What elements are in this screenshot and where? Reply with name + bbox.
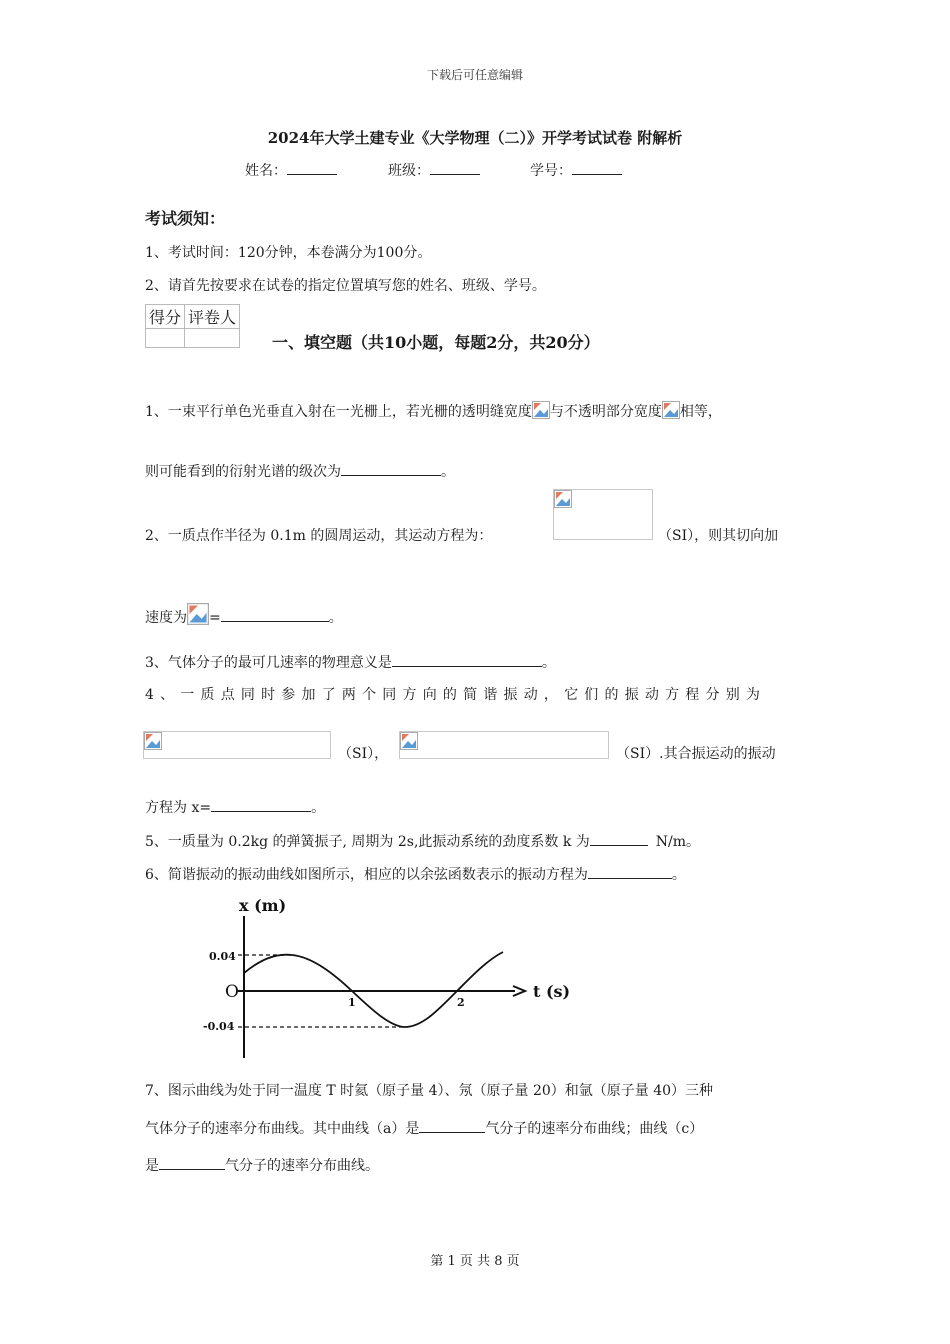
q1-text-d: 则可能看到的衍射光谱的级次为: [145, 464, 341, 480]
question-1-line2: [145, 460, 455, 481]
y-bottom-tick-label: -0.04: [203, 1020, 235, 1033]
question-7-line1: 7、图示曲线为处于同一温度 T 时氦（原子量 4）、氖（原子量 20）和氩（原子量 40）三种: [145, 1083, 714, 1099]
name-blank[interactable]: [287, 160, 337, 175]
question-6: [145, 863, 686, 884]
q5-answer-blank[interactable]: [590, 830, 648, 846]
score-header: 得分: [146, 305, 185, 329]
q1-answer-blank[interactable]: [341, 460, 441, 476]
q7-answer-blank-a[interactable]: [419, 1117, 485, 1133]
q7-text-b: 气体分子的速率分布曲线。其中曲线（a）是: [145, 1121, 420, 1137]
question-7-line3: [145, 1154, 379, 1175]
question-1-line1: [145, 401, 722, 421]
q5-text-b: N/m。: [655, 834, 701, 850]
question-2-line2: [145, 603, 343, 627]
q6-text-b: 。: [671, 867, 686, 883]
q7-text-c: 气分子的速率分布曲线；曲线（c）: [485, 1121, 704, 1137]
equation-image-box: [399, 731, 609, 759]
question-7-line2: [145, 1117, 703, 1138]
q3-text-a: 3、气体分子的最可几速率的物理意义是: [145, 655, 392, 671]
section1-title: 一、填空题（共10小题，每题2分，共20分）: [272, 333, 600, 352]
q6-answer-blank[interactable]: [588, 863, 672, 879]
grader-header: 评卷人: [185, 305, 240, 329]
q2-answer-blank[interactable]: [221, 606, 329, 622]
broken-image-icon: [532, 401, 550, 419]
broken-image-icon: [144, 732, 162, 750]
q2-text-d: =: [209, 610, 221, 626]
q1-text-b: 与不透明部分宽度: [549, 404, 662, 420]
q7-text-e: 气分子的速率分布曲线。: [225, 1158, 379, 1174]
id-label: 学号：: [530, 163, 572, 179]
id-blank[interactable]: [572, 160, 622, 175]
notice-heading: 考试须知：: [145, 209, 226, 228]
q2-text-e: 。: [328, 610, 343, 626]
score-cell[interactable]: [146, 329, 185, 348]
broken-image-icon: [554, 490, 572, 508]
y-top-tick-label: 0.04: [209, 950, 236, 963]
score-table: [145, 304, 240, 348]
vibration-curve-graph: [195, 890, 595, 1065]
grader-cell[interactable]: [185, 329, 240, 348]
q4-answer-blank[interactable]: [211, 796, 311, 812]
question-2-line1-b: （SI），则其切向加: [658, 528, 779, 544]
q7-answer-blank-c[interactable]: [159, 1154, 225, 1170]
q4-text-c: （SI）.其合振运动的振动: [616, 746, 776, 762]
equation-image-box: [553, 489, 653, 540]
question-4-line1: 4、一质点同时参加了两个同方向的简谐振动，它们的振动方程分别为: [145, 687, 767, 703]
vibration-curve: [244, 952, 503, 1027]
question-3: [145, 651, 556, 672]
name-field-row: [245, 160, 337, 180]
page-title: 2024年大学土建专业《大学物理（二）》开学考试试卷 附解析: [267, 129, 683, 147]
question-4-line3: [145, 796, 325, 817]
y-axis-label: x (m): [239, 896, 287, 915]
question-5: [145, 830, 700, 851]
q3-text-b: 。: [541, 655, 556, 671]
broken-image-icon: [187, 603, 209, 625]
q6-text-a: 6、简谐振动的振动曲线如图所示，相应的以余弦函数表示的振动方程为: [145, 867, 588, 883]
q7-text-d: 是: [145, 1158, 159, 1174]
broken-image-icon: [400, 732, 418, 750]
class-blank[interactable]: [430, 160, 480, 175]
class-field-row: [388, 160, 480, 180]
equation-image-box: [143, 731, 331, 759]
q1-text-e: 。: [441, 464, 455, 480]
t2-tick-label: 2: [457, 996, 465, 1009]
x-axis-label: t (s): [533, 982, 571, 1001]
question-2-line1-a: 2、一质点作半径为 0.1m 的圆周运动，其运动方程为：: [145, 528, 493, 544]
class-label: 班级：: [388, 163, 430, 179]
id-field-row: [530, 160, 622, 180]
q2-text-c: 速度为: [145, 610, 187, 626]
q4-text-e: 。: [311, 800, 326, 816]
page-footer: 第 1 页 共 8 页: [430, 1254, 520, 1269]
q5-text-a: 5、一质量为 0.2kg 的弹簧振子, 周期为 2s,此振动系统的劲度系数 k 为: [145, 834, 590, 850]
q1-text-c: 相等，: [679, 404, 722, 420]
q4-text-b: （SI），: [338, 746, 389, 762]
header-note: 下载后可任意编辑: [426, 68, 523, 82]
notice-item: 2、请首先按要求在试卷的指定位置填写您的姓名、班级、学号。: [145, 278, 546, 294]
name-label: 姓名：: [245, 163, 287, 179]
q1-text-a: 1、一束平行单色光垂直入射在一光栅上，若光栅的透明缝宽度: [145, 404, 532, 420]
q3-answer-blank[interactable]: [392, 651, 542, 667]
origin-label: O: [225, 982, 239, 1002]
broken-image-icon: [662, 401, 680, 419]
t1-tick-label: 1: [348, 996, 356, 1009]
q4-text-d: 方程为 x=: [145, 800, 212, 816]
notice-item: 1、考试时间：120分钟，本卷满分为100分。: [145, 245, 432, 261]
